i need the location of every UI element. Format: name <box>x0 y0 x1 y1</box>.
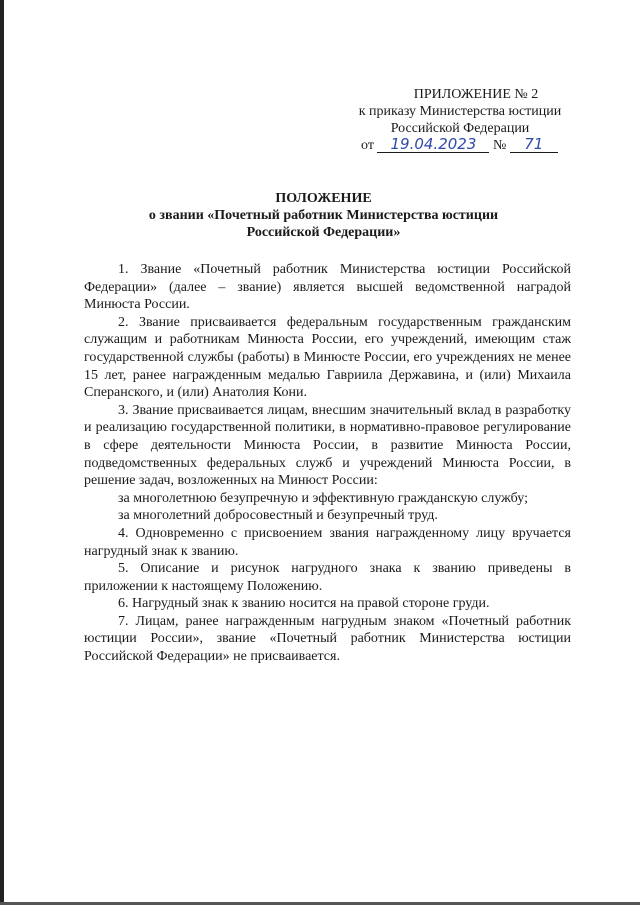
document-title <box>80 190 567 241</box>
paragraph-7: 7. Лицам, ранее награжденным нагрудным знаком «Почетный работник юстиции России», звание «Почетный работник Министерства юстиции Российской Федерации» не присваивается. <box>84 613 571 665</box>
federation-line: Российской Федерации <box>390 121 530 136</box>
paragraph-2: 2. Звание присваивается федеральным государственным гражданским служащим и работникам Минюста России, его учреждений, имеющим стаж государственной службы (работы) в Минюсте России, его учреждениях не менее 15 лет, ранее награжденным медалью Гавриила Державина, и (или) Михаила Сперанского, и (или) Анатолия Кони. <box>84 314 571 401</box>
order-date-number-line <box>361 137 558 154</box>
title-line-2: о звании «Почетный работник Министерства юстиции <box>148 208 499 223</box>
appendix-number: ПРИЛОЖЕНИЕ № 2 <box>413 87 539 102</box>
order-reference: к приказу Министерства юстиции <box>358 104 562 119</box>
paragraph-3-item-2: за многолетний добросовестный и безупречный труд. <box>118 508 438 524</box>
handwritten-number: 71 <box>510 137 558 153</box>
paragraph-1: 1. Звание «Почетный работник Министерства юстиции Российской Федерации» (далее – звание) является высшей ведомственной наградой Минюста России. <box>84 262 571 313</box>
appendix-header <box>330 86 590 137</box>
title-line-3: Российской Федерации» <box>246 225 401 240</box>
paragraph-3: 3. Звание присваивается лицам, внесшим значительный вклад в разработку и реализацию государственной политики, в нормативно-правовое регулирование в сфере деятельности Минюста России, в развитие Минюста России, подведомственных федеральных служб и учреждений Минюста России, в решение задач, возложенных на Минюст России: <box>84 402 571 489</box>
paragraph-5: 5. Описание и рисунок нагрудного знака к званию приведены в приложении к настоящему Положению. <box>84 561 571 594</box>
paragraph-4: 4. Одновременно с присвоением звания награжденному лицу вручается нагрудный знак к званию. <box>84 525 571 559</box>
paragraph-3-item-1: за многолетнюю безупречную и эффективную гражданскую службу; <box>118 490 528 506</box>
from-label: от <box>361 138 374 153</box>
scan-edge-left <box>0 0 4 905</box>
handwritten-date: 19.04.2023 <box>377 137 489 153</box>
title-line-1: ПОЛОЖЕНИЕ <box>275 191 372 206</box>
paragraph-6: 6. Нагрудный знак к званию носится на правой стороне груди. <box>118 596 490 612</box>
number-label: № <box>492 138 507 153</box>
document-body <box>84 261 571 666</box>
